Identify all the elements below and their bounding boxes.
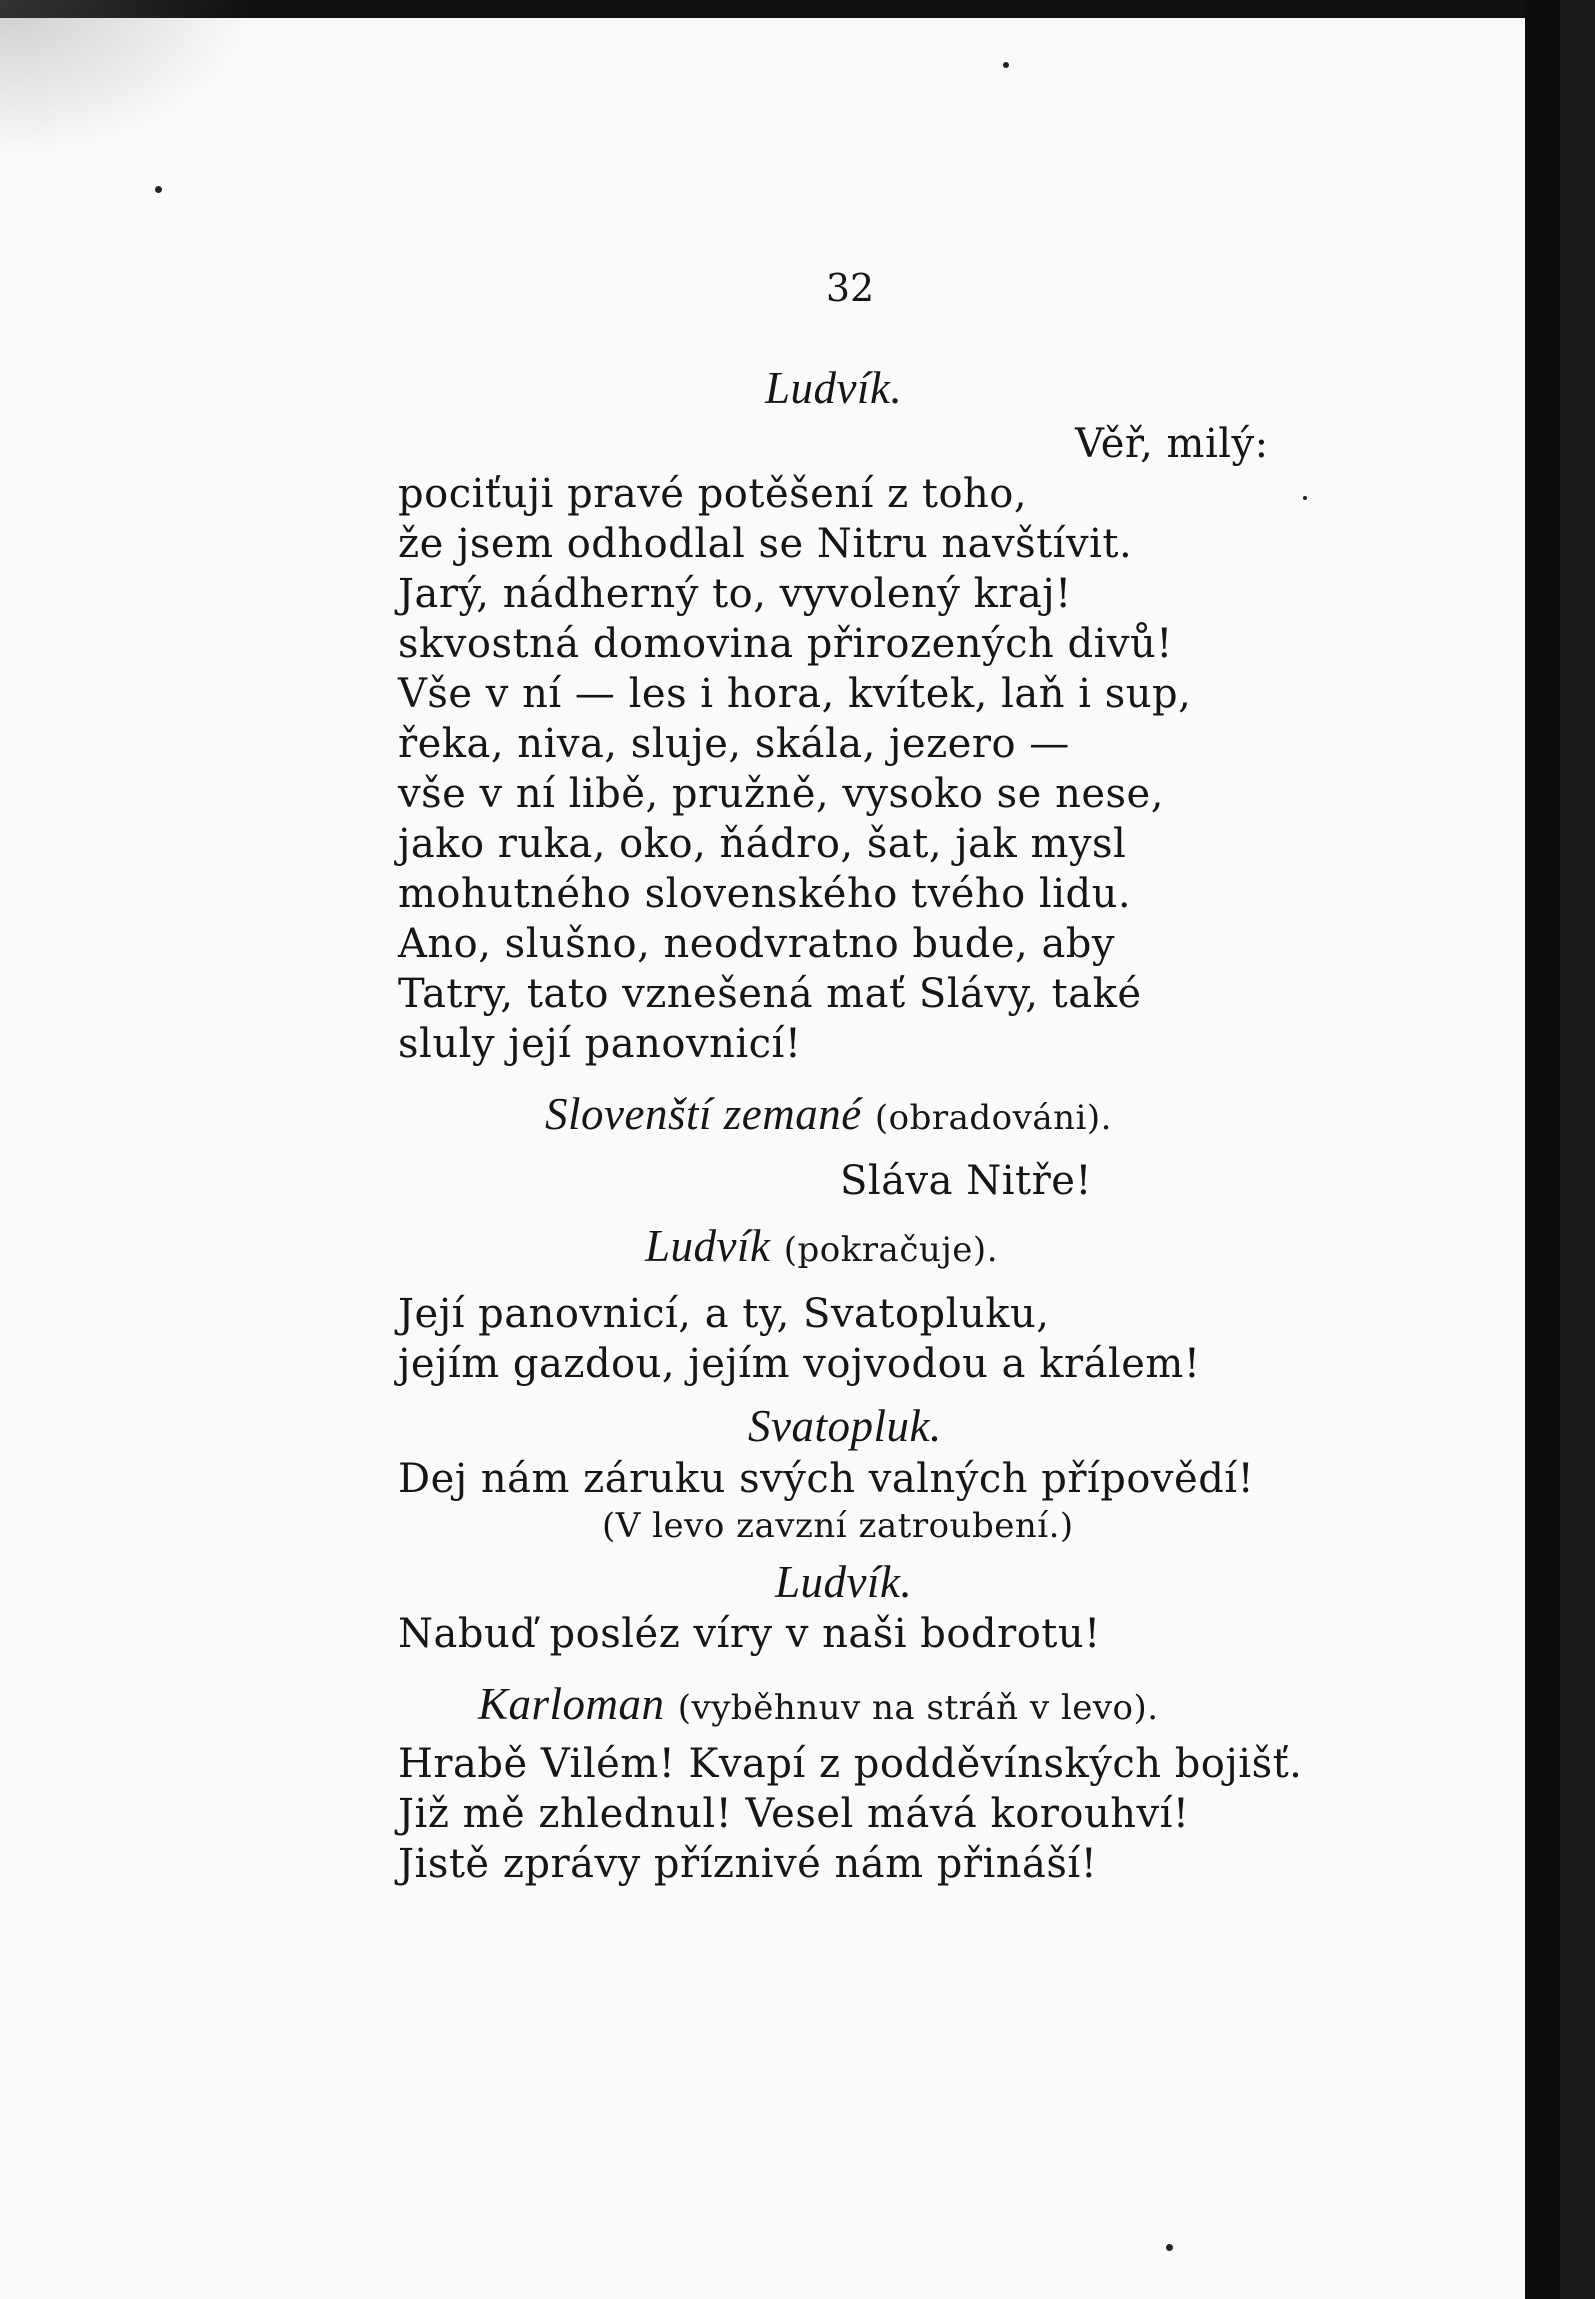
speaker-name: Ludvík. — [765, 363, 903, 413]
verse-line: řeka, niva, sluje, skála, jezero — — [398, 721, 1070, 767]
scan-edge — [1525, 0, 1560, 2299]
verse-line: Nabuď posléz víry v naši bodrotu! — [398, 1611, 1101, 1657]
scan-speck — [1003, 62, 1009, 68]
verse-line: Vše v ní — les i hora, kvítek, laň i sup, — [398, 671, 1192, 717]
verse-line: Věř, milý: — [1075, 421, 1269, 467]
speaker-name: Svatopluk. — [748, 1401, 942, 1451]
verse-line: mohutného slovenského tvého lidu. — [398, 871, 1132, 917]
scan-speck — [1166, 2244, 1173, 2251]
verse-line: Hrabě Vilém! Kvapí z podděvínských bojišť. — [398, 1741, 1303, 1787]
verse-line: že jsem odhodlal se Nitru navštívit. — [398, 521, 1133, 567]
verse-line: Jarý, nádherný to, vyvolený kraj! — [398, 571, 1072, 617]
speaker-name: Karloman — [478, 1679, 665, 1729]
verse-line: Sláva Nitře! — [840, 1158, 1092, 1204]
verse-line: jako ruka, oko, ňádro, šat, jak mysl — [398, 821, 1127, 867]
verse-line: pociťuji pravé potěšení z toho, — [398, 471, 1028, 517]
verse-line: sluly její panovnicí! — [398, 1021, 802, 1067]
stage-direction: (obradováni). — [874, 1098, 1112, 1138]
speaker-name: Ludvík. — [775, 1557, 913, 1607]
verse-line: skvostná domovina přirozených divů! — [398, 621, 1173, 667]
speaker-heading — [545, 1090, 1112, 1142]
stage-direction: (V levo zavzní zatroubení.) — [602, 1506, 1074, 1546]
verse-line: vše v ní libě, pružně, vysoko se nese, — [398, 771, 1164, 817]
verse-line: Dej nám záruku svých valných přípovědí! — [398, 1456, 1255, 1502]
verse-line: Její panovnicí, a ty, Svatopluku, — [398, 1291, 1050, 1337]
speaker-name: Slovenští zemané — [545, 1089, 862, 1139]
verse-line: Ano, slušno, neodvratno bude, aby — [398, 921, 1115, 967]
speaker-name: Ludvík — [645, 1221, 771, 1271]
page-number: 32 — [825, 266, 875, 310]
verse-line: Již mě zhlednul! Vesel mává korouhví! — [398, 1791, 1190, 1837]
verse-line: Jistě zprávy příznivé nám přináší! — [398, 1841, 1098, 1887]
speaker-heading — [645, 1222, 998, 1274]
speaker-heading — [478, 1680, 1159, 1732]
stage-direction: (vyběhnuv na stráň v levo). — [677, 1688, 1159, 1728]
scan-speck — [1303, 496, 1307, 500]
verse-line: Tatry, tato vznešená mať Slávy, také — [398, 971, 1142, 1017]
verse-line: jejím gazdou, jejím vojvodou a králem! — [398, 1341, 1201, 1387]
stage-direction: (pokračuje). — [783, 1230, 999, 1270]
scan-speck — [155, 186, 162, 193]
